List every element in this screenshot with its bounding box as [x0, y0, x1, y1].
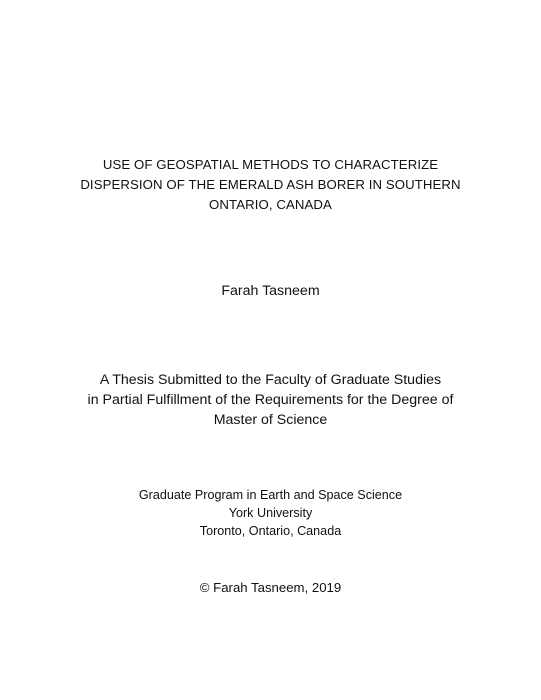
thesis-title — [0, 155, 541, 215]
copyright-text: © Farah Tasneem, 2019 — [199, 580, 342, 595]
location: Toronto, Ontario, Canada — [199, 524, 342, 538]
author-name — [0, 281, 541, 301]
thesis-statement-line: in Partial Fulfillment of the Requirements for the Degree of — [87, 392, 454, 408]
thesis-title-line: ONTARIO, CANADA — [209, 197, 332, 212]
university-name: York University — [228, 506, 313, 520]
program-name: Graduate Program in Earth and Space Science — [138, 488, 403, 502]
thesis-statement — [0, 370, 541, 430]
thesis-title-line: DISPERSION OF THE EMERALD ASH BORER IN SOUTHERN — [80, 177, 461, 192]
thesis-statement-line: A Thesis Submitted to the Faculty of Graduate Studies — [99, 372, 442, 388]
thesis-statement-line: Master of Science — [213, 412, 328, 428]
copyright-notice — [0, 579, 541, 597]
thesis-title-line: USE OF GEOSPATIAL METHODS TO CHARACTERIZE — [102, 157, 439, 172]
program-affiliation — [0, 486, 541, 540]
author-name-text: Farah Tasneem — [221, 283, 320, 299]
